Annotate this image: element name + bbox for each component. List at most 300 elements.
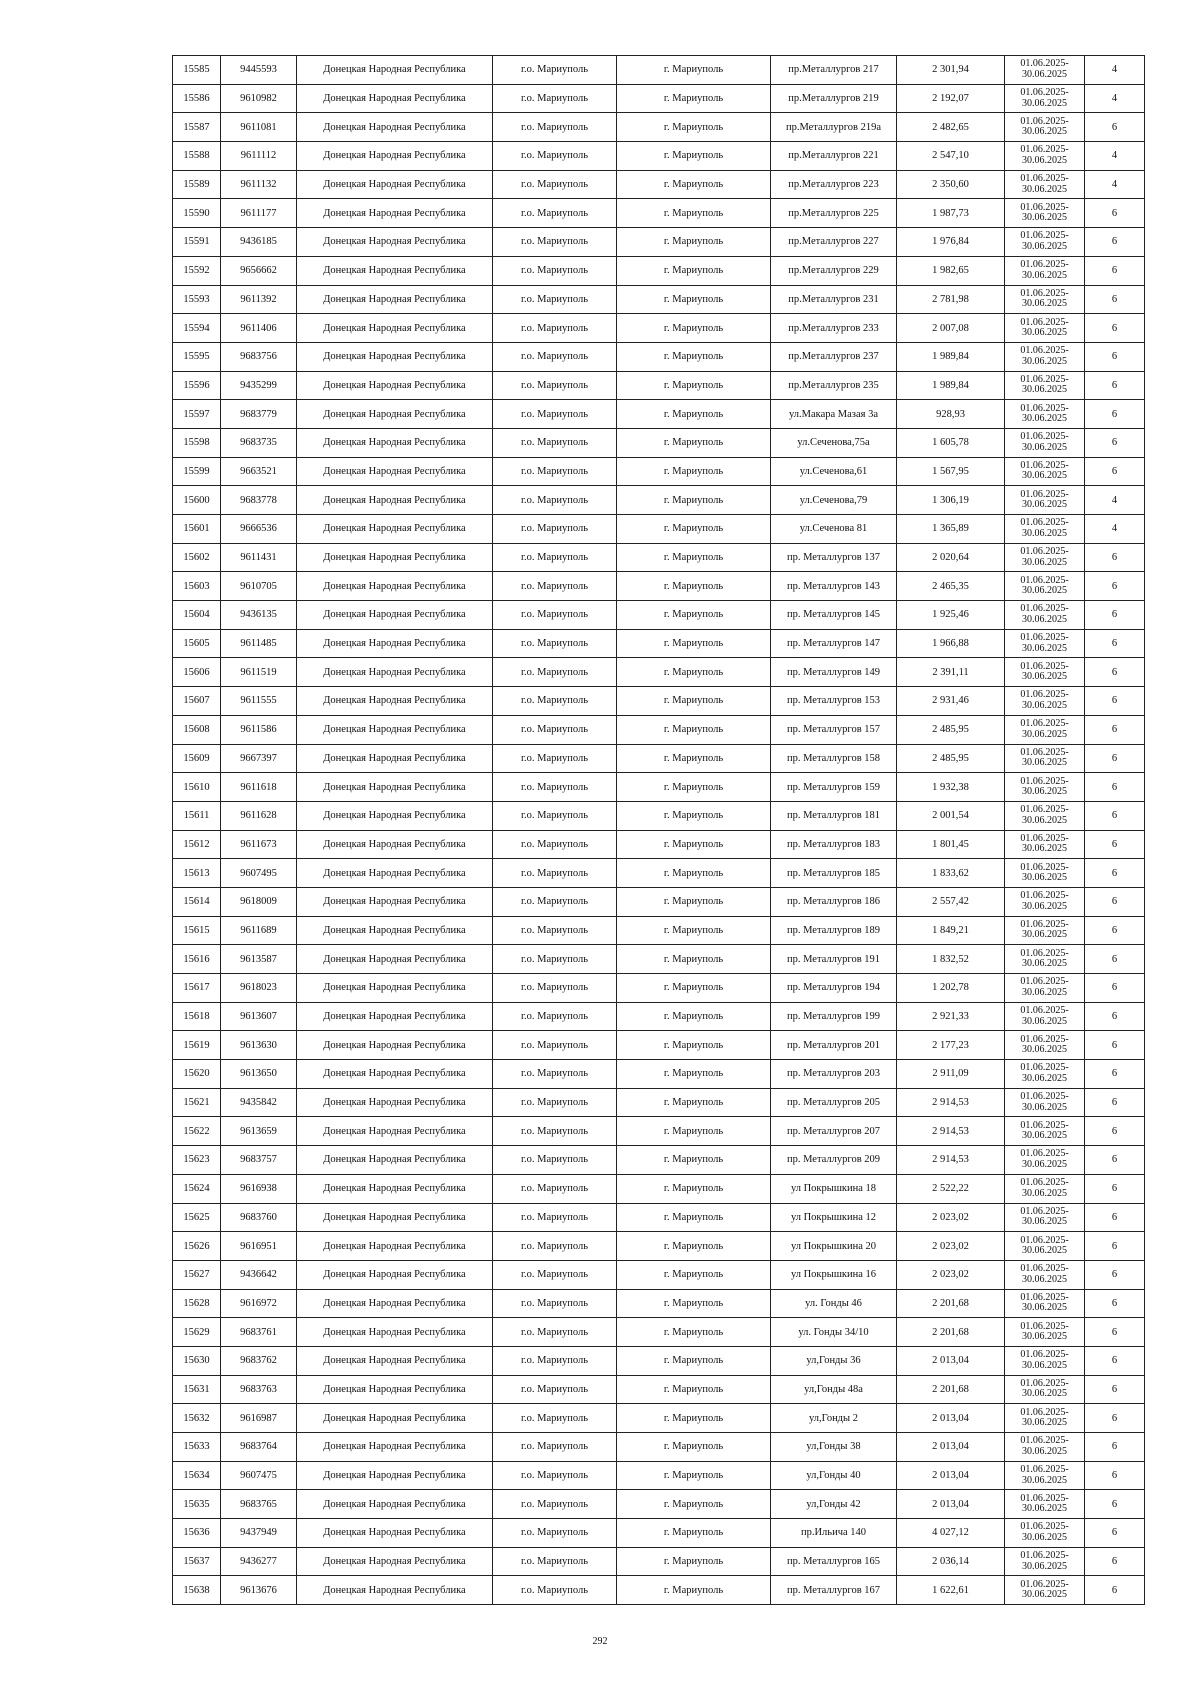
count-cell: 6 [1085, 859, 1145, 888]
value-cell: 2 914,53 [897, 1088, 1005, 1117]
period-cell [1005, 1346, 1085, 1375]
table-row [173, 1433, 1145, 1462]
row-number-cell: 15585 [173, 56, 221, 85]
region-cell: Донецкая Народная Республика [297, 543, 493, 572]
value-cell: 2 023,02 [897, 1232, 1005, 1261]
period-end: 30.06.2025 [1022, 843, 1067, 855]
city-cell: г. Мариуполь [617, 687, 771, 716]
region-cell: Донецкая Народная Республика [297, 400, 493, 429]
value-cell: 2 036,14 [897, 1547, 1005, 1576]
value-cell: 1 966,88 [897, 629, 1005, 658]
count-cell: 6 [1085, 428, 1145, 457]
table-row [173, 486, 1145, 515]
period-end: 30.06.2025 [1022, 384, 1067, 396]
district-cell: г.о. Мариуполь [493, 1174, 617, 1203]
period-end: 30.06.2025 [1022, 441, 1067, 453]
object-code-cell: 9435299 [221, 371, 297, 400]
address-cell: пр. Металлургов 203 [771, 1060, 897, 1089]
region-cell: Донецкая Народная Республика [297, 974, 493, 1003]
row-number-cell: 15627 [173, 1260, 221, 1289]
address-cell: пр.Металлургов 229 [771, 256, 897, 285]
district-cell: г.о. Мариуполь [493, 1433, 617, 1462]
period-cell [1005, 84, 1085, 113]
region-cell: Донецкая Народная Республика [297, 56, 493, 85]
city-cell: г. Мариуполь [617, 1232, 771, 1261]
value-cell: 2 391,11 [897, 658, 1005, 687]
object-code-cell: 9613587 [221, 945, 297, 974]
row-number-cell: 15615 [173, 916, 221, 945]
city-cell: г. Мариуполь [617, 457, 771, 486]
value-cell: 2 914,53 [897, 1146, 1005, 1175]
row-number-cell: 15632 [173, 1404, 221, 1433]
period-start: 01.06.2025- [1020, 1320, 1069, 1332]
object-code-cell: 9683757 [221, 1146, 297, 1175]
period-start: 01.06.2025- [1020, 804, 1069, 816]
city-cell: г. Мариуполь [617, 1031, 771, 1060]
period-start: 01.06.2025- [1020, 574, 1069, 586]
table-row [173, 256, 1145, 285]
period-cell [1005, 285, 1085, 314]
value-cell: 1 801,45 [897, 830, 1005, 859]
period-start: 01.06.2025- [1020, 718, 1069, 730]
city-cell: г. Мариуполь [617, 601, 771, 630]
period-start: 01.06.2025- [1020, 173, 1069, 185]
city-cell: г. Мариуполь [617, 974, 771, 1003]
count-cell: 4 [1085, 142, 1145, 171]
period-start: 01.06.2025- [1020, 1349, 1069, 1361]
period-end: 30.06.2025 [1022, 1359, 1067, 1371]
object-code-cell: 9683765 [221, 1490, 297, 1519]
period-start: 01.06.2025- [1020, 1435, 1069, 1447]
count-cell: 6 [1085, 1060, 1145, 1089]
period-end: 30.06.2025 [1022, 1560, 1067, 1572]
district-cell: г.о. Мариуполь [493, 945, 617, 974]
region-cell: Донецкая Народная Республика [297, 1433, 493, 1462]
address-cell: пр. Металлургов 191 [771, 945, 897, 974]
city-cell: г. Мариуполь [617, 1576, 771, 1605]
region-cell: Донецкая Народная Республика [297, 142, 493, 171]
period-end: 30.06.2025 [1022, 298, 1067, 310]
table-row [173, 1576, 1145, 1605]
period-cell [1005, 1461, 1085, 1490]
row-number-cell: 15602 [173, 543, 221, 572]
city-cell: г. Мариуполь [617, 801, 771, 830]
region-cell: Донецкая Народная Республика [297, 773, 493, 802]
value-cell: 2 023,02 [897, 1203, 1005, 1232]
district-cell: г.о. Мариуполь [493, 199, 617, 228]
district-cell: г.о. Мариуполь [493, 773, 617, 802]
period-cell [1005, 1547, 1085, 1576]
city-cell: г. Мариуполь [617, 1117, 771, 1146]
region-cell: Донецкая Народная Республика [297, 1002, 493, 1031]
object-code-cell: 9611555 [221, 687, 297, 716]
period-end: 30.06.2025 [1022, 1187, 1067, 1199]
period-cell [1005, 400, 1085, 429]
address-cell: пр. Металлургов 205 [771, 1088, 897, 1117]
district-cell: г.о. Мариуполь [493, 1117, 617, 1146]
object-code-cell: 9613659 [221, 1117, 297, 1146]
district-cell: г.о. Мариуполь [493, 687, 617, 716]
value-cell: 2 007,08 [897, 314, 1005, 343]
period-start: 01.06.2025- [1020, 660, 1069, 672]
address-cell: ул,Гонды 40 [771, 1461, 897, 1490]
period-cell [1005, 601, 1085, 630]
period-cell [1005, 572, 1085, 601]
region-cell: Донецкая Народная Республика [297, 1203, 493, 1232]
period-cell [1005, 859, 1085, 888]
value-cell: 1 849,21 [897, 916, 1005, 945]
address-cell: ул Покрышкина 20 [771, 1232, 897, 1261]
period-start: 01.06.2025- [1020, 861, 1069, 873]
address-cell: пр.Металлургов 225 [771, 199, 897, 228]
table-row [173, 916, 1145, 945]
value-cell: 2 931,46 [897, 687, 1005, 716]
row-number-cell: 15629 [173, 1318, 221, 1347]
period-cell [1005, 887, 1085, 916]
period-cell [1005, 916, 1085, 945]
row-number-cell: 15626 [173, 1232, 221, 1261]
row-number-cell: 15634 [173, 1461, 221, 1490]
value-cell: 2 201,68 [897, 1289, 1005, 1318]
period-end: 30.06.2025 [1022, 613, 1067, 625]
table-row [173, 859, 1145, 888]
region-cell: Донецкая Народная Республика [297, 1232, 493, 1261]
row-number-cell: 15598 [173, 428, 221, 457]
city-cell: г. Мариуполь [617, 342, 771, 371]
table-row [173, 830, 1145, 859]
object-code-cell: 9607495 [221, 859, 297, 888]
count-cell: 6 [1085, 629, 1145, 658]
count-cell: 6 [1085, 371, 1145, 400]
object-code-cell: 9610705 [221, 572, 297, 601]
district-cell: г.о. Мариуполь [493, 285, 617, 314]
row-number-cell: 15600 [173, 486, 221, 515]
count-cell: 6 [1085, 687, 1145, 716]
count-cell: 4 [1085, 84, 1145, 113]
value-cell: 2 177,23 [897, 1031, 1005, 1060]
period-cell [1005, 543, 1085, 572]
period-start: 01.06.2025- [1020, 488, 1069, 500]
count-cell: 4 [1085, 486, 1145, 515]
object-code-cell: 9611485 [221, 629, 297, 658]
count-cell: 6 [1085, 1031, 1145, 1060]
value-cell: 1 832,52 [897, 945, 1005, 974]
table-row [173, 113, 1145, 142]
table-row [173, 744, 1145, 773]
registry-table [172, 55, 1145, 1605]
period-end: 30.06.2025 [1022, 1474, 1067, 1486]
region-cell: Донецкая Народная Республика [297, 342, 493, 371]
region-cell: Донецкая Народная Республика [297, 887, 493, 916]
period-start: 01.06.2025- [1020, 832, 1069, 844]
period-cell [1005, 687, 1085, 716]
value-cell: 1 365,89 [897, 515, 1005, 544]
region-cell: Донецкая Народная Республика [297, 830, 493, 859]
address-cell: пр. Металлургов 186 [771, 887, 897, 916]
region-cell: Донецкая Народная Республика [297, 199, 493, 228]
period-start: 01.06.2025- [1020, 431, 1069, 443]
value-cell: 1 987,73 [897, 199, 1005, 228]
address-cell: пр. Металлургов 149 [771, 658, 897, 687]
city-cell: г. Мариуполь [617, 1203, 771, 1232]
city-cell: г. Мариуполь [617, 1375, 771, 1404]
district-cell: г.о. Мариуполь [493, 314, 617, 343]
table-row [173, 142, 1145, 171]
value-cell: 2 013,04 [897, 1404, 1005, 1433]
address-cell: пр.Металлургов 227 [771, 228, 897, 257]
district-cell: г.о. Мариуполь [493, 400, 617, 429]
district-cell: г.о. Мариуполь [493, 486, 617, 515]
object-code-cell: 9683761 [221, 1318, 297, 1347]
table-row [173, 1002, 1145, 1031]
region-cell: Донецкая Народная Республика [297, 629, 493, 658]
row-number-cell: 15611 [173, 801, 221, 830]
row-number-cell: 15609 [173, 744, 221, 773]
period-end: 30.06.2025 [1022, 642, 1067, 654]
district-cell: г.о. Мариуполь [493, 113, 617, 142]
table-row [173, 457, 1145, 486]
period-cell [1005, 1002, 1085, 1031]
district-cell: г.о. Мариуполь [493, 1289, 617, 1318]
period-end: 30.06.2025 [1022, 183, 1067, 195]
district-cell: г.о. Мариуполь [493, 715, 617, 744]
city-cell: г. Мариуполь [617, 486, 771, 515]
table-row [173, 1232, 1145, 1261]
region-cell: Донецкая Народная Республика [297, 1346, 493, 1375]
object-code-cell: 9611431 [221, 543, 297, 572]
count-cell: 6 [1085, 1260, 1145, 1289]
object-code-cell: 9436642 [221, 1260, 297, 1289]
address-cell: ул,Гонды 2 [771, 1404, 897, 1433]
table-row [173, 974, 1145, 1003]
district-cell: г.о. Мариуполь [493, 170, 617, 199]
count-cell: 6 [1085, 945, 1145, 974]
address-cell: пр.Металлургов 219а [771, 113, 897, 142]
value-cell: 2 547,10 [897, 142, 1005, 171]
region-cell: Донецкая Народная Республика [297, 1519, 493, 1548]
count-cell: 6 [1085, 1404, 1145, 1433]
period-start: 01.06.2025- [1020, 459, 1069, 471]
period-end: 30.06.2025 [1022, 671, 1067, 683]
period-end: 30.06.2025 [1022, 1101, 1067, 1113]
value-cell: 2 023,02 [897, 1260, 1005, 1289]
period-cell [1005, 1519, 1085, 1548]
period-start: 01.06.2025- [1020, 345, 1069, 357]
value-cell: 1 982,65 [897, 256, 1005, 285]
table-row [173, 56, 1145, 85]
district-cell: г.о. Мариуполь [493, 1461, 617, 1490]
value-cell: 2 201,68 [897, 1375, 1005, 1404]
row-number-cell: 15636 [173, 1519, 221, 1548]
period-cell [1005, 715, 1085, 744]
district-cell: г.о. Мариуполь [493, 572, 617, 601]
object-code-cell: 9436185 [221, 228, 297, 257]
object-code-cell: 9616951 [221, 1232, 297, 1261]
row-number-cell: 15618 [173, 1002, 221, 1031]
row-number-cell: 15621 [173, 1088, 221, 1117]
row-number-cell: 15631 [173, 1375, 221, 1404]
region-cell: Донецкая Народная Республика [297, 945, 493, 974]
table-row [173, 945, 1145, 974]
count-cell: 6 [1085, 1088, 1145, 1117]
row-number-cell: 15603 [173, 572, 221, 601]
period-cell [1005, 1404, 1085, 1433]
row-number-cell: 15597 [173, 400, 221, 429]
region-cell: Донецкая Народная Республика [297, 515, 493, 544]
city-cell: г. Мариуполь [617, 916, 771, 945]
row-number-cell: 15635 [173, 1490, 221, 1519]
table-row [173, 1031, 1145, 1060]
object-code-cell: 9611519 [221, 658, 297, 687]
city-cell: г. Мариуполь [617, 1346, 771, 1375]
count-cell: 6 [1085, 830, 1145, 859]
object-code-cell: 9618009 [221, 887, 297, 916]
city-cell: г. Мариуполь [617, 84, 771, 113]
row-number-cell: 15633 [173, 1433, 221, 1462]
region-cell: Донецкая Народная Республика [297, 228, 493, 257]
count-cell: 6 [1085, 1576, 1145, 1605]
count-cell: 6 [1085, 744, 1145, 773]
district-cell: г.о. Мариуполь [493, 1576, 617, 1605]
value-cell: 1 976,84 [897, 228, 1005, 257]
city-cell: г. Мариуполь [617, 256, 771, 285]
period-end: 30.06.2025 [1022, 1245, 1067, 1257]
district-cell: г.о. Мариуполь [493, 887, 617, 916]
count-cell: 6 [1085, 228, 1145, 257]
address-cell: пр.Ильича 140 [771, 1519, 897, 1548]
count-cell: 6 [1085, 314, 1145, 343]
row-number-cell: 15601 [173, 515, 221, 544]
count-cell: 6 [1085, 1433, 1145, 1462]
address-cell: ул.Сеченова,79 [771, 486, 897, 515]
period-cell [1005, 1031, 1085, 1060]
district-cell: г.о. Мариуполь [493, 1519, 617, 1548]
city-cell: г. Мариуполь [617, 428, 771, 457]
row-number-cell: 15622 [173, 1117, 221, 1146]
address-cell: пр. Металлургов 207 [771, 1117, 897, 1146]
object-code-cell: 9436135 [221, 601, 297, 630]
table-row [173, 687, 1145, 716]
address-cell: пр.Металлургов 233 [771, 314, 897, 343]
address-cell: пр.Металлургов 235 [771, 371, 897, 400]
page-number: 292 [592, 1636, 608, 1647]
table-row [173, 1088, 1145, 1117]
period-end: 30.06.2025 [1022, 126, 1067, 138]
city-cell: г. Мариуполь [617, 371, 771, 400]
row-number-cell: 15619 [173, 1031, 221, 1060]
count-cell: 6 [1085, 601, 1145, 630]
value-cell: 2 013,04 [897, 1490, 1005, 1519]
count-cell: 6 [1085, 1203, 1145, 1232]
period-cell [1005, 457, 1085, 486]
period-end: 30.06.2025 [1022, 154, 1067, 166]
city-cell: г. Мариуполь [617, 1174, 771, 1203]
district-cell: г.о. Мариуполь [493, 56, 617, 85]
value-cell: 2 921,33 [897, 1002, 1005, 1031]
region-cell: Донецкая Народная Республика [297, 170, 493, 199]
city-cell: г. Мариуполь [617, 113, 771, 142]
address-cell: пр.Металлургов 223 [771, 170, 897, 199]
period-end: 30.06.2025 [1022, 1531, 1067, 1543]
address-cell: ул,Гонды 36 [771, 1346, 897, 1375]
city-cell: г. Мариуполь [617, 1461, 771, 1490]
period-start: 01.06.2025- [1020, 1492, 1069, 1504]
row-number-cell: 15628 [173, 1289, 221, 1318]
table-row [173, 1490, 1145, 1519]
city-cell: г. Мариуполь [617, 1060, 771, 1089]
region-cell: Донецкая Народная Республика [297, 1174, 493, 1203]
object-code-cell: 9607475 [221, 1461, 297, 1490]
period-cell [1005, 801, 1085, 830]
address-cell: пр. Металлургов 199 [771, 1002, 897, 1031]
period-start: 01.06.2025- [1020, 1550, 1069, 1562]
table-row [173, 1547, 1145, 1576]
object-code-cell: 9611112 [221, 142, 297, 171]
period-end: 30.06.2025 [1022, 413, 1067, 425]
city-cell: г. Мариуполь [617, 658, 771, 687]
period-end: 30.06.2025 [1022, 97, 1067, 109]
region-cell: Донецкая Народная Республика [297, 715, 493, 744]
value-cell: 2 485,95 [897, 715, 1005, 744]
district-cell: г.о. Мариуполь [493, 974, 617, 1003]
period-end: 30.06.2025 [1022, 1302, 1067, 1314]
district-cell: г.о. Мариуполь [493, 543, 617, 572]
value-cell: 2 301,94 [897, 56, 1005, 85]
period-start: 01.06.2025- [1020, 1521, 1069, 1533]
row-number-cell: 15599 [173, 457, 221, 486]
count-cell: 6 [1085, 1519, 1145, 1548]
period-cell [1005, 170, 1085, 199]
period-end: 30.06.2025 [1022, 240, 1067, 252]
city-cell: г. Мариуполь [617, 199, 771, 228]
object-code-cell: 9611618 [221, 773, 297, 802]
count-cell: 6 [1085, 1547, 1145, 1576]
period-cell [1005, 1318, 1085, 1347]
period-end: 30.06.2025 [1022, 68, 1067, 80]
period-start: 01.06.2025- [1020, 517, 1069, 529]
object-code-cell: 9683763 [221, 1375, 297, 1404]
region-cell: Донецкая Народная Республика [297, 1490, 493, 1519]
value-cell: 2 781,98 [897, 285, 1005, 314]
count-cell: 6 [1085, 1461, 1145, 1490]
row-number-cell: 15616 [173, 945, 221, 974]
period-start: 01.06.2025- [1020, 87, 1069, 99]
table-row [173, 801, 1145, 830]
period-start: 01.06.2025- [1020, 603, 1069, 615]
district-cell: г.о. Мариуполь [493, 1232, 617, 1261]
table-row [173, 1461, 1145, 1490]
district-cell: г.о. Мариуполь [493, 371, 617, 400]
district-cell: г.о. Мариуполь [493, 342, 617, 371]
address-cell: ул. Гонды 34/10 [771, 1318, 897, 1347]
city-cell: г. Мариуполь [617, 1146, 771, 1175]
district-cell: г.о. Мариуполь [493, 1346, 617, 1375]
period-end: 30.06.2025 [1022, 900, 1067, 912]
region-cell: Донецкая Народная Республика [297, 1260, 493, 1289]
count-cell: 6 [1085, 285, 1145, 314]
table-row [173, 629, 1145, 658]
object-code-cell: 9616987 [221, 1404, 297, 1433]
address-cell: ул,Гонды 38 [771, 1433, 897, 1462]
value-cell: 1 622,61 [897, 1576, 1005, 1605]
period-start: 01.06.2025- [1020, 402, 1069, 414]
period-cell [1005, 199, 1085, 228]
period-cell [1005, 1289, 1085, 1318]
count-cell: 6 [1085, 801, 1145, 830]
period-cell [1005, 1203, 1085, 1232]
count-cell: 6 [1085, 658, 1145, 687]
region-cell: Донецкая Народная Республика [297, 916, 493, 945]
